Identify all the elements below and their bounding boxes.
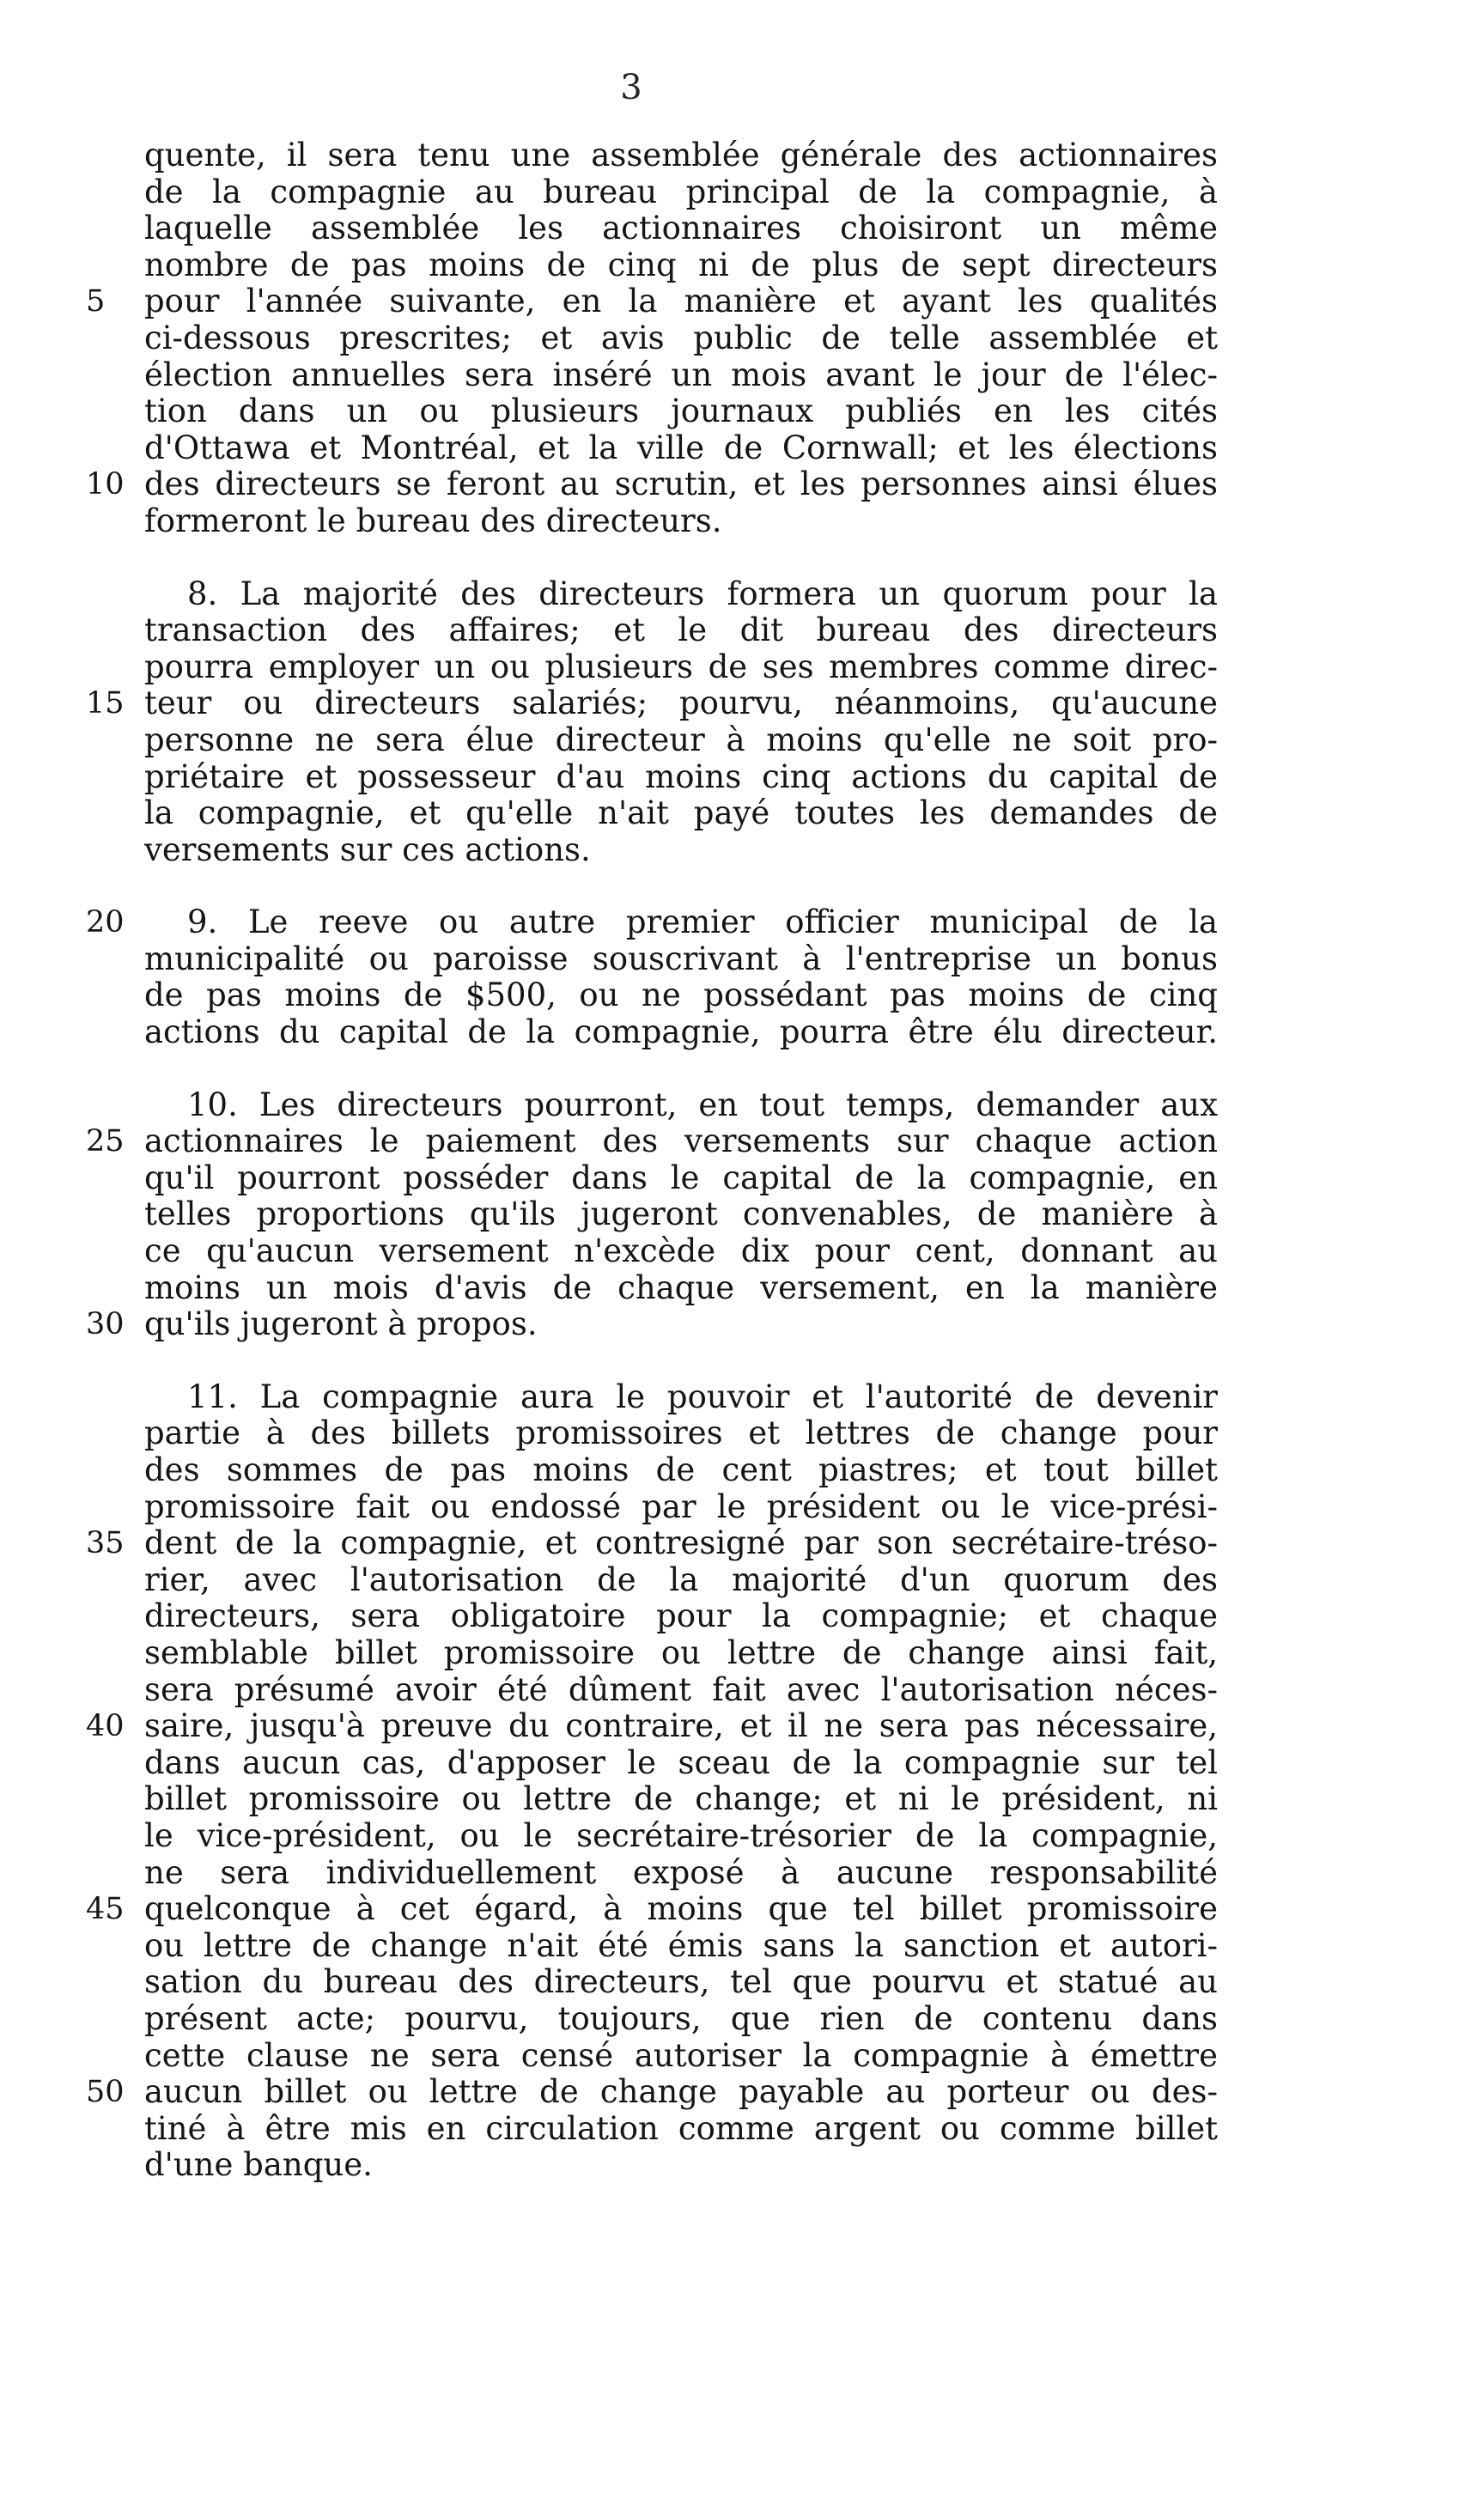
text-line	[0, 1014, 1484, 1051]
text-line	[0, 2111, 1484, 2148]
line-number: 5	[86, 284, 106, 319]
text-line	[0, 247, 1484, 284]
text-line	[0, 1891, 1484, 1928]
text-line	[0, 1672, 1484, 1709]
text-line	[0, 795, 1484, 832]
text-line	[0, 2074, 1484, 2111]
line-text: le vice-président, ou le secrétaire-trésorier de la compagnie,	[144, 1817, 1218, 1854]
paragraph-gap	[0, 1343, 1484, 1379]
line-text: des sommes de pas moins de cent piastres; et tout billet	[144, 1452, 1218, 1488]
line-text: de la compagnie au bureau principal de la compagnie, à	[144, 173, 1218, 210]
line-text: saire, jusqu'à preuve du contraire, et il ne sera pas nécessaire,	[144, 1708, 1218, 1745]
line-text: cette clause ne sera censé autoriser la compagnie à émettre	[144, 2037, 1218, 2074]
text-line	[0, 1928, 1484, 1965]
text-line	[0, 1379, 1484, 1416]
text-line	[0, 1489, 1484, 1526]
text-line	[0, 1087, 1484, 1124]
line-number: 20	[86, 905, 125, 940]
line-text: directeurs, sera obligatoire pour la compagnie; et chaque	[144, 1598, 1218, 1635]
text-line	[0, 977, 1484, 1014]
line-text: pour l'année suivante, en la manière et ayant les qualités	[144, 283, 1218, 320]
line-text: tiné à être mis en circulation comme argent ou comme billet	[144, 2110, 1218, 2147]
line-text: telles proportions qu'ils jugeront convenables, de manière à	[144, 1196, 1218, 1233]
line-text: municipalité ou paroisse souscrivant à l'entreprise un bonus	[144, 940, 1218, 977]
text-line	[0, 1306, 1484, 1343]
text-line	[0, 612, 1484, 649]
line-number: 15	[86, 686, 125, 721]
text-line	[0, 320, 1484, 357]
paragraph-gap	[0, 540, 1484, 576]
line-text: partie à des billets promissoires et lettres de change pour	[144, 1415, 1218, 1452]
line-text: dent de la compagnie, et contresigné par son secrétaire-tréso-	[144, 1525, 1218, 1562]
line-text: priétaire et possesseur d'au moins cinq actions du capital de	[144, 758, 1218, 795]
page-number: 3	[620, 68, 642, 107]
text-line	[0, 1233, 1484, 1270]
text-line	[0, 430, 1484, 467]
line-text: sation du bureau des directeurs, tel que pourvu et statué au	[144, 1964, 1218, 2001]
line-text: qu'ils jugeront à propos.	[144, 1306, 538, 1343]
line-text: ci-dessous prescrites; et avis public de telle assemblée et	[144, 319, 1218, 356]
line-text: 10. Les directeurs pourront, en tout temps, demander aux	[187, 1086, 1218, 1123]
line-text: tion dans un ou plusieurs journaux publiés en les cités	[144, 393, 1218, 430]
text-line	[0, 210, 1484, 247]
line-text: promissoire fait ou endossé par le président ou le vice-prési-	[144, 1488, 1218, 1525]
line-text: dans aucun cas, d'apposer le sceau de la compagnie sur tel	[144, 1744, 1218, 1781]
line-text: actions du capital de la compagnie, pourra être élu directeur.	[144, 1014, 1218, 1051]
text-line	[0, 1635, 1484, 1672]
text-line	[0, 503, 1484, 540]
line-text: 9. Le reeve ou autre premier officier municipal de la	[187, 904, 1218, 941]
text-line	[0, 649, 1484, 686]
text-line	[0, 466, 1484, 503]
line-text: d'Ottawa et Montréal, et la ville de Cornwall; et les élections	[144, 429, 1218, 466]
text-line	[0, 1781, 1484, 1818]
text-line	[0, 2038, 1484, 2075]
line-text: ou lettre de change n'ait été émis sans la sanction et autori-	[144, 1927, 1218, 1964]
line-text: de pas moins de $500, ou ne possédant pas moins de cinq	[144, 977, 1218, 1014]
line-text: la compagnie, et qu'elle n'ait payé toutes les demandes de	[144, 795, 1218, 832]
line-text: élection annuelles sera inséré un mois avant le jour de l'élec-	[144, 356, 1218, 393]
text-line	[0, 1964, 1484, 2001]
text-line	[0, 137, 1484, 174]
text-line	[0, 174, 1484, 211]
line-number: 25	[86, 1124, 125, 1159]
text-line	[0, 1855, 1484, 1892]
line-text: aucun billet ou lettre de change payable au porteur ou des-	[144, 2074, 1218, 2111]
text-line	[0, 941, 1484, 978]
line-text: pourra employer un ou plusieurs de ses membres comme direc-	[144, 648, 1218, 685]
line-text: semblable billet promissoire ou lettre de change ainsi fait,	[144, 1634, 1218, 1671]
line-text: sera présumé avoir été dûment fait avec l'autorisation néces-	[144, 1671, 1218, 1708]
text-line	[0, 1452, 1484, 1489]
line-text: d'une banque.	[144, 2147, 373, 2184]
text-line	[0, 1415, 1484, 1452]
text-line	[0, 393, 1484, 430]
line-text: actionnaires le paiement des versements sur chaque action	[144, 1123, 1218, 1160]
text-line	[0, 283, 1484, 320]
line-text: quelconque à cet égard, à moins que tel billet promissoire	[144, 1891, 1218, 1928]
text-line	[0, 685, 1484, 722]
line-text: qu'il pourront posséder dans le capital de la compagnie, en	[144, 1159, 1218, 1196]
body-text	[0, 137, 1484, 2184]
text-line	[0, 1598, 1484, 1635]
text-line	[0, 576, 1484, 613]
line-number: 45	[86, 1892, 125, 1927]
paragraph-gap	[0, 868, 1484, 904]
line-number: 30	[86, 1307, 125, 1342]
line-text: des directeurs se feront au scrutin, et les personnes ainsi élues	[144, 466, 1218, 503]
line-text: ce qu'aucun versement n'excède dix pour cent, donnant au	[144, 1233, 1218, 1270]
line-text: 11. La compagnie aura le pouvoir et l'autorité de devenir	[187, 1378, 1218, 1415]
text-line	[0, 1123, 1484, 1160]
line-text: rier, avec l'autorisation de la majorité d'un quorum des	[144, 1561, 1218, 1598]
text-line	[0, 1525, 1484, 1562]
text-line	[0, 2147, 1484, 2184]
text-line	[0, 1562, 1484, 1599]
line-text: transaction des affaires; et le dit bureau des directeurs	[144, 612, 1218, 649]
line-text: quente, il sera tenu une assemblée générale des actionnaires	[144, 137, 1218, 173]
line-number: 10	[86, 467, 125, 502]
line-number: 35	[86, 1526, 125, 1561]
line-text: laquelle assemblée les actionnaires choisiront un même	[144, 210, 1218, 247]
text-line	[0, 759, 1484, 796]
line-text: nombre de pas moins de cinq ni de plus de sept directeurs	[144, 246, 1218, 283]
text-line	[0, 1196, 1484, 1233]
text-line	[0, 832, 1484, 869]
line-text: moins un mois d'avis de chaque versement, en la manière	[144, 1269, 1218, 1306]
line-number: 40	[86, 1709, 125, 1744]
text-line	[0, 1708, 1484, 1745]
line-text: teur ou directeurs salariés; pourvu, néanmoins, qu'aucune	[144, 685, 1218, 722]
line-number: 50	[86, 2075, 125, 2110]
text-line	[0, 2001, 1484, 2038]
line-text: 8. La majorité des directeurs formera un quorum pour la	[187, 575, 1218, 612]
line-text: billet promissoire ou lettre de change; et ni le président, ni	[144, 1781, 1218, 1818]
text-line	[0, 904, 1484, 941]
line-text: personne ne sera élue directeur à moins qu'elle ne soit pro-	[144, 721, 1218, 758]
line-text: formeront le bureau des directeurs.	[144, 502, 722, 539]
text-line	[0, 1270, 1484, 1307]
text-line	[0, 1160, 1484, 1197]
paragraph-gap	[0, 1051, 1484, 1087]
text-line	[0, 1818, 1484, 1855]
text-line	[0, 1745, 1484, 1782]
text-line	[0, 357, 1484, 394]
text-line	[0, 722, 1484, 759]
line-text: versements sur ces actions.	[144, 831, 591, 868]
line-text: présent acte; pourvu, toujours, que rien de contenu dans	[144, 2000, 1218, 2037]
line-text: ne sera individuellement exposé à aucune responsabilité	[144, 1854, 1218, 1891]
